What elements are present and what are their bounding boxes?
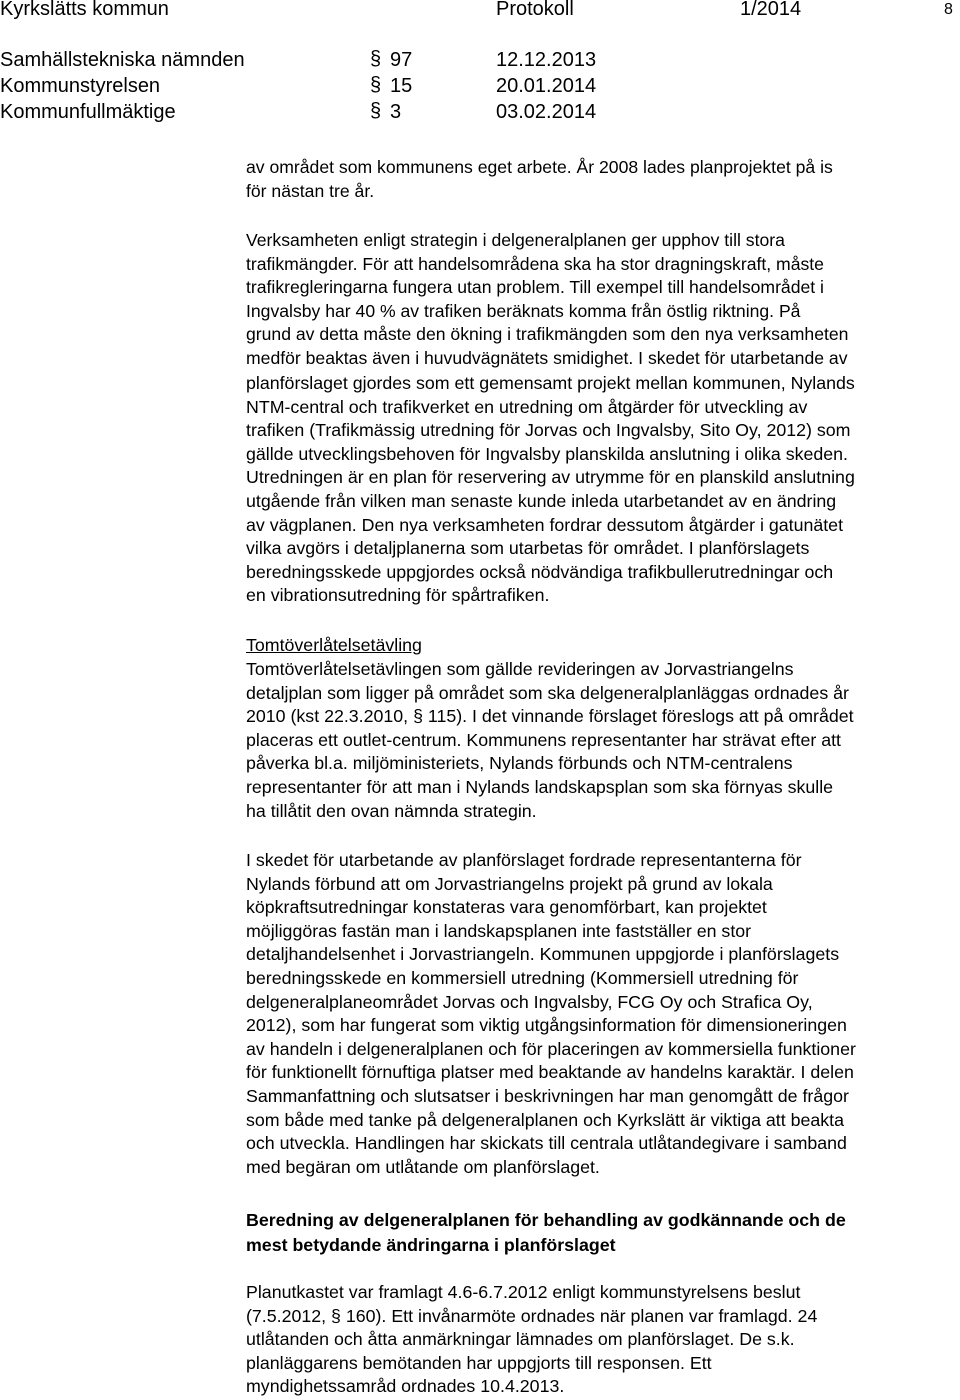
text-line: detaljhandelsenhet i Jorvastriangeln. Kommunen uppgjorde i planförslagets [246,944,840,965]
text-line: Sammanfattning och slutsatser i beskrivningen har man genomgått de frågor [246,1085,849,1106]
text-line: Ingvalsby har 40 % av trafiken beräknats komma från östlig riktning. På [246,300,801,321]
text-line: trafikmängder. För att handelsområdena ska ha stor dragningskraft, måste [246,253,824,274]
meeting-date: 03.02.2014 [496,101,597,123]
text-line: representanter för att man i Nylands landskapsplan som ska förnyas skulle [246,776,834,797]
protocol-issue: 1/2014 [740,0,802,20]
text-line: utgående från vilken man senaste kunde inleda utarbetandet av en ändring [246,490,837,511]
text-line: planläggarens bemötanden har uppgjorts till responsen. Ett [246,1352,712,1373]
text-line: NTM-central och trafikverket en utredning om åtgärder för utveckling av [246,396,808,417]
text-line: av handeln i delgeneralplanen och för placeringen av kommersiella funktioner [246,1038,856,1059]
text-line: delgeneralplaneområdet Jorvas och Ingvalsby, FCG Oy och Strafica Oy, [246,991,813,1012]
text-line: I skedet för utarbetande av planförslaget fordrade representanterna för [246,850,802,870]
text-line: 2010 (kst 22.3.2010, § 115). I det vinnande förslaget föreslogs att på området [246,706,854,727]
text-line: påverka bl.a. miljöministeriets, Nylands förbunds och NTM-centralens [246,753,793,774]
text-line: gällde utvecklingsbehoven för Ingvalsby planskilda anslutning i olika skeden. [246,443,848,464]
meeting-section: 15 [390,75,413,97]
municipality-name: Kyrkslätts kommun [0,0,169,20]
text-line: detaljplan som ligger på området som ska delgeneralplanläggas ordnades år [246,682,849,703]
section-subheading [246,634,958,658]
text-line: en vibrationsutredning för spårtrafiken. [246,585,550,606]
section-symbol: § [370,74,382,96]
text-line: trafikregleringarna fungera utan problem. Till exempel till handelsområdet i [246,277,824,298]
meeting-body: Kommunstyrelsen [0,75,161,97]
meeting-date: 12.12.2013 [496,49,597,71]
page-number: 8 [944,1,953,18]
text-line: grund av detta måste den ökning i trafikmängden som den nya verksamheten [246,324,849,345]
text-line: Nylands förbund att om Jorvastriangelns projekt på grund av lokala [246,873,773,894]
paragraph [246,372,958,608]
heading-line: mest betydande ändringarna i planförslaget [246,1235,616,1255]
meeting-body: Kommunfullmäktige [0,101,176,123]
text-line: vilka avgörs i detaljplanerna som utarbetas för området. I planförslagets [246,538,810,559]
meeting-section: 3 [390,101,402,123]
text-line: placeras ett outlet-centrum. Kommunens representanter har strävat efter att [246,729,841,750]
text-line: medför beaktas även i huvudvägnätets smidighet. I skedet för utarbetande av [246,347,848,368]
text-line: planförslaget gjordes som ett gemensamt projekt mellan kommunen, Nylands [246,373,855,393]
text-line: myndighetssamråd ordnades 10.4.2013. [246,1376,565,1397]
text-line: utlåtanden och åtta anmärkningar lämnades om planförslaget. De s.k. [246,1329,795,1350]
heading-line: Beredning av delgeneralplanen för behandling av godkännande och de [246,1210,846,1230]
text-line: beredningsskede en kommersiell utredning (Kommersiell utredning för [246,967,799,988]
paragraph [246,156,958,203]
text-line: beredningsskede uppgjordes också nödvändiga trafikbullerutredningar och [246,561,834,582]
text-line: för nästan tre år. [246,180,375,201]
paragraph [246,229,958,371]
meeting-body: Samhällstekniska nämnden [0,49,245,71]
text-line: och utveckla. Handlingen har skickats till centrala utlåtandegivare i samband [246,1133,847,1154]
text-line: ha tillåtit den ovan nämnda strategin. [246,800,537,821]
text-line: köpkraftsutredningar konstateras vara genomförbart, kan projektet [246,897,767,918]
paragraph [246,1281,958,1399]
document-type: Protokoll [496,0,574,20]
section-symbol: § [370,48,382,70]
text-line: med begäran om utlåtande om planförslaget. [246,1156,600,1177]
text-line: möjliggöras fastän man i landskapsplanen inte fastställer en stor [246,920,752,941]
text-line: för funktionellt förnuftiga platser med beaktande av handelns karaktär. I delen [246,1062,854,1083]
bold-section-heading [246,1208,958,1258]
subheading-text: Tomtöverlåtelsetävling [246,635,422,655]
text-line: Planutkastet var framlagt 4.6-6.7.2012 enligt kommunstyrelsens beslut [246,1282,801,1302]
text-line: som både med tanke på delgeneralplanen och Kyrkslätt är viktiga att beakta [246,1109,845,1130]
meeting-date: 20.01.2014 [496,75,597,97]
text-line: Tomtöverlåtelsetävlingen som gällde revideringen av Jorvastriangelns [246,659,794,679]
text-line: av vägplanen. Den nya verksamheten fordrar dessutom åtgärder i gatunätet [246,514,844,535]
text-line: trafiken (Trafikmässig utredning för Jorvas och Ingvalsby, Sito Oy, 2012) som [246,420,851,441]
text-line: Utredningen är en plan för reservering av utrymme för en planskild anslutning [246,467,855,488]
text-line: av området som kommunens eget arbete. År 2008 lades planprojektet på is [246,157,833,177]
meeting-section: 97 [390,49,413,71]
section-symbol: § [370,100,382,122]
text-line: Verksamheten enligt strategin i delgeneralplanen ger upphov till stora [246,230,785,250]
text-line: 2012), som har fungerat som viktig utgångsinformation för dimensioneringen [246,1015,847,1036]
text-line: (7.5.2012, § 160). Ett invånarmöte ordnades när planen var framlagd. 24 [246,1305,818,1326]
paragraph [246,849,958,1179]
paragraph [246,658,958,823]
